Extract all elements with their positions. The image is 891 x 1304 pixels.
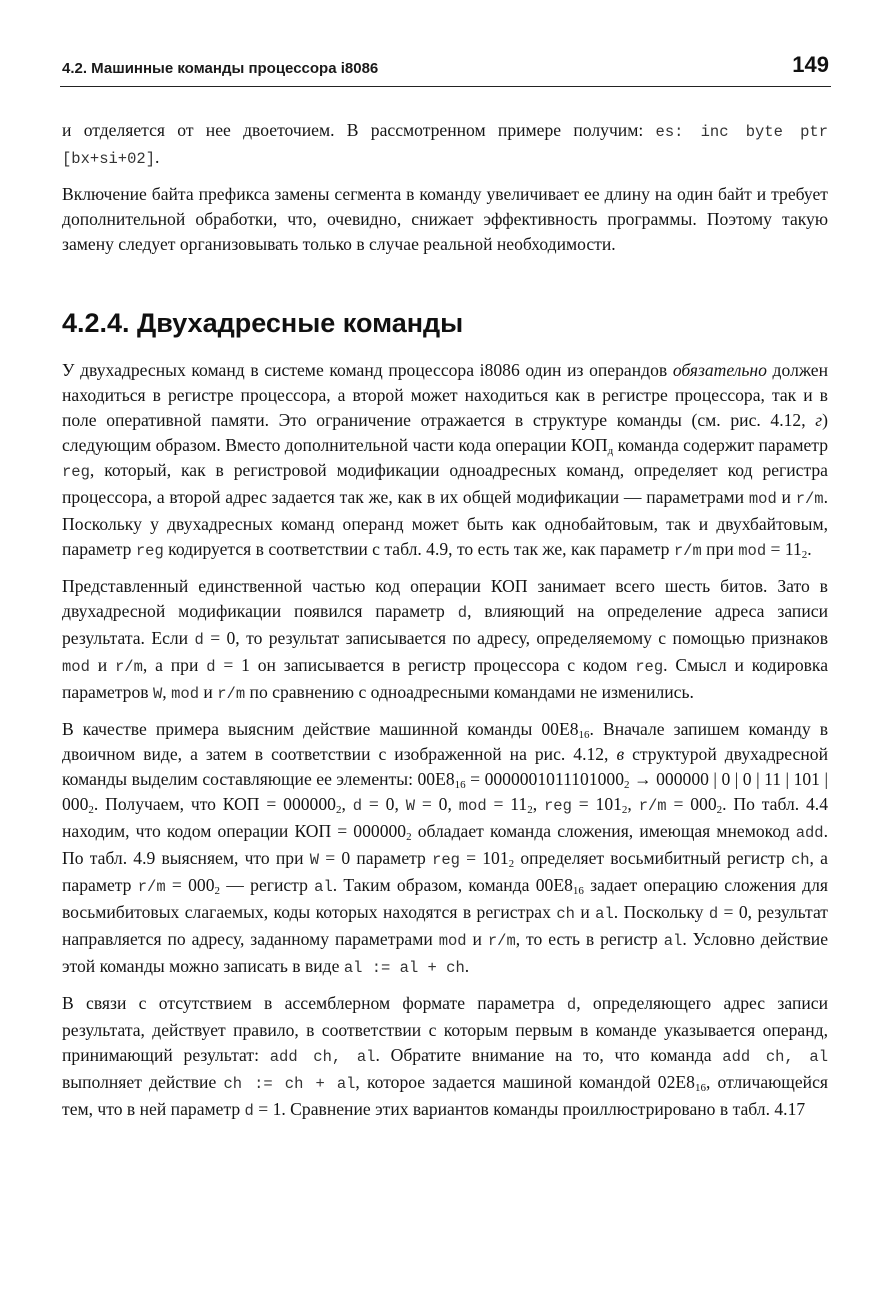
paragraph-example-00e8: В качестве примера выясним действие машинной команды $00E8_{16}$. Вначале запишем команду в двоичном виде, а затем в соответствии с изображенной на рис. 4.12, в структурой двухадресной команды выделим составляющие ее элементы: $00E8_{16} = 0000001011101000_2 \to 000000$ | 0 | 0 | 11 | 101 | $000_2$. Получаем, что КОП = $000000_2$, d = 0, W = 0, mod = $11_2$, reg = $101_2$, $r/m = 000_2$. По табл. 4.4 находим, что кодом операции КОП = $000000_2$ обладает команда сложения, имеющая мнемокод add. По табл. 4.9 выясняем, что при W = 0 параметр reg = $101_2$ определяет восьмибитный регистр ch, а параметр $r/m = 000_2$ — регистр al. Таким образом, команда $00E8_{16}$ задает операцию сложения для восьмибитовых слагаемых, коды которых находятся в регистрах ch и al. Поскольку d = 0, результат направляется по адресу, заданному параметрами mod и r/m, то есть в регистр al. Условно действие этой команды можно записать в виде al := al + ch. xyxy=(62,719,829,977)
intro-paragraph-1: и отделяется от нее двоеточием. В рассмотренном примере получим: es: inc byte ptr [bx+si+02]. xyxy=(62,120,828,168)
page-number: 149 xyxy=(792,52,829,77)
intro-text xyxy=(62,118,828,267)
intro-paragraph-2: Включение байта префикса замены сегмента в команду увеличивает ее длину на один байт и требует дополнительной обработки, что, очевидно, снижает эффективность программы. Поэтому такую замену следует организовывать только в случае реальной необходимости. xyxy=(62,184,828,254)
paragraph-two-address-intro: У двухадресных команд в системе команд процессора i8086 один из операндов обязательно должен находиться в регистре процессора, а второй может находиться как в регистре процессора, так и в поле оперативной памяти. Это ограничение отражается в структуре команды (см. рис. 4.12, г) следующим образом. Вместо дополнительной части кода операции $КОП_д$ команда содержит параметр reg, который, как в регистровой модификации одноадресных команд, определяет код регистра процессора, а второй адрес задается так же, как в их общей модификации — параметрами mod и r/m. Поскольку у двухадресных команд операнд может быть как однобайтовым, так и двухбайтовым, параметр reg кодируется в соответствии с табл. 4.9, то есть так же, как параметр r/m при mod = $11_2$. xyxy=(62,360,829,561)
page-header xyxy=(60,50,831,87)
paragraph-assembler-format: В связи с отсутствием в ассемблерном формате параметра d, определяющего адрес записи результата, действует правило, в соответствии с которым первым в команде указывается операнд, принимающий результат: add ch, al. Обратите внимание на то, что команда add ch, al выполняет действие ch := ch + al, которое задается машиной командой $02E8_{16}$, отличающейся тем, что в ней параметр d = 1. Сравнение этих вариантов команды проиллюстрировано в табл. 4.17 xyxy=(62,993,828,1120)
running-head: 4.2. Машинные команды процессора i8086 xyxy=(62,60,379,77)
section-heading: 4.2.4. Двухадресные команды xyxy=(62,308,464,338)
paragraph-opcode-bits: Представленный единственной частью код операции КОП занимает всего шесть битов. Зато в двухадресной модификации появился параметр d, влияющий на определение адреса записи результата. Если d = 0, то результат записывается по адресу, определяемому с помощью признаков mod и r/m, а при d = 1 он записывается в регистр процессора с кодом reg. Смысл и кодировка параметров W, mod и r/m по сравнению с одноадресными командами не изменились. xyxy=(62,576,829,703)
section-body xyxy=(62,358,828,1134)
